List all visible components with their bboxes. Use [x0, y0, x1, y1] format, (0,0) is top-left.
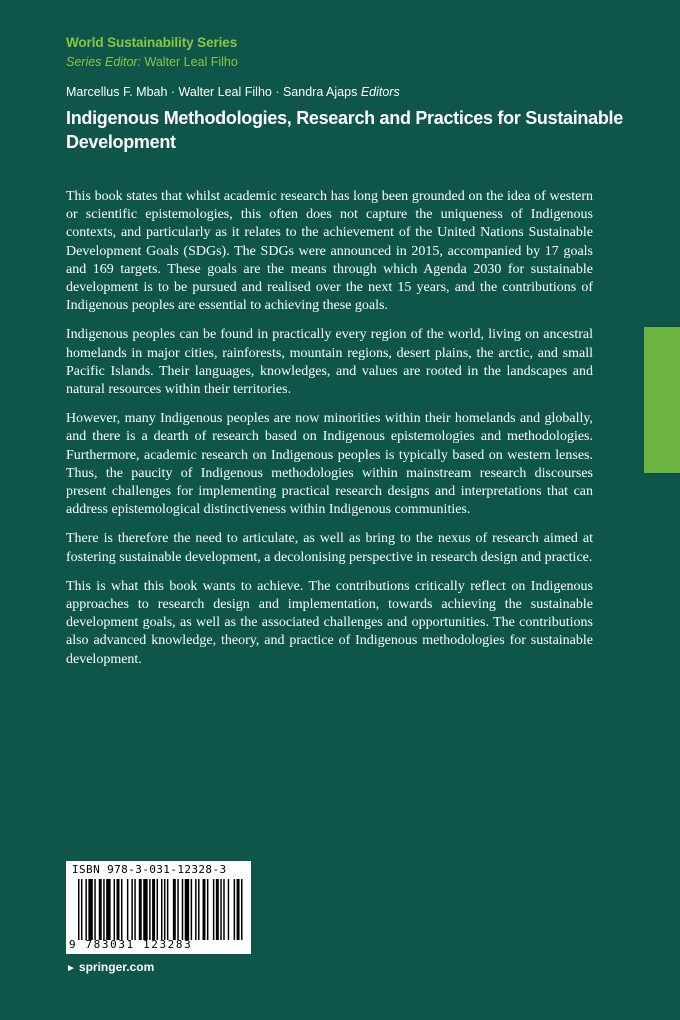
side-color-tab [644, 327, 680, 473]
blurb-paragraph-1: This book states that whilst academic research has long been grounded on the idea of western or scientific epistemologies, this often does not capture the uniqueness of Indigenous contexts, and particularly as it relates to the achievement of the United Nations Sustainable Development Goals (SDGs). The SDGs were announced in 2015, accompanied by 17 goals and 169 targets. These goals are the means through which Agenda 2030 for sustainable development is to be pursued and realised over the next 15 years, and the contributions of Indigenous peoples are essential to achieving these goals. [66, 189, 593, 314]
barcode-bar [114, 879, 115, 940]
barcode-bar [177, 879, 178, 940]
editors-role: Editors [360, 85, 400, 99]
barcode-bar [241, 879, 242, 940]
barcode-bar [173, 879, 176, 940]
barcode-bar [94, 879, 95, 940]
barcode-bar [195, 879, 196, 940]
barcode-bar [149, 879, 150, 940]
barcode-bar [228, 879, 229, 940]
publisher-url: springer.com [78, 960, 155, 974]
barcode-bar [143, 879, 147, 940]
isbn-label: ISBN 978-3-031-12328-3 [72, 863, 227, 876]
series-editor-line [66, 55, 238, 69]
barcode-bar [182, 879, 183, 940]
barcode-bar [220, 879, 221, 940]
barcode-digits: 9 783031 123283 [69, 938, 193, 951]
barcode-bar [191, 879, 192, 940]
barcode-bar [207, 879, 208, 940]
barcode-bar [185, 879, 189, 940]
barcode-bar [103, 879, 104, 940]
barcode-bar [203, 879, 206, 940]
blurb-paragraph-2: Indigenous peoples can be found in practically every region of the world, living on ancestral homelands in major cities, rainforests, mountain regions, desert plains, the arctic, and small Pacific Islands. Their languages, knowledges, and values are rooted in the landscapes and natural resources within their territories. [66, 327, 593, 398]
barcode-bar [164, 879, 165, 940]
barcode-bar [134, 879, 135, 940]
book-title: Indigenous Methodologies, Research and Practices for Sustainable Development [66, 108, 623, 152]
publisher-link[interactable] [66, 960, 154, 974]
barcode-bar [234, 879, 235, 940]
barcode-bar [127, 879, 128, 940]
barcode-bar [223, 879, 224, 940]
isbn-barcode [66, 861, 251, 954]
book-editors [66, 85, 400, 99]
barcode-bar [139, 879, 142, 940]
editor-names: Marcellus F. Mbah · Walter Leal Filho · Sandra Ajaps [66, 85, 358, 99]
series-editor-label: Series Editor: [66, 55, 142, 69]
barcode-bar [237, 879, 240, 940]
barcode-bar [198, 879, 199, 940]
barcode-bar [78, 879, 79, 940]
barcode-bar [213, 879, 214, 940]
barcode-bar [216, 879, 219, 940]
barcode-bar [131, 879, 132, 940]
blurb [66, 188, 593, 680]
barcode-bar [161, 879, 162, 940]
barcode-bar [157, 879, 158, 940]
blurb-paragraph-4: There is therefore the need to articulate, as well as bring to the nexus of research aimed at fostering sustainable development, a decolonising perspective in research design and practice. [66, 531, 593, 565]
barcode-bar [99, 879, 102, 940]
barcode-bar [152, 879, 155, 940]
barcode-bar [121, 879, 122, 940]
barcode-bar [117, 879, 120, 940]
barcode-bar [106, 879, 110, 940]
barcode-bar [88, 879, 92, 940]
barcode-bar [167, 879, 168, 940]
arrow-right-icon: ► [66, 963, 76, 974]
blurb-paragraph-3: However, many Indigenous peoples are now minorities within their homelands and globally, and there is a dearth of research based on Indigenous epistemologies and methodologies. Furthermore, academic research on Indigenous peoples is typically based on western lenses. Thus, the paucity of Indigenous methodologies within mainstream research discourses present challenges for implementing practical research designs and interpretations that can address epistemological distinctiveness within Indigenous communities. [66, 411, 593, 518]
barcode-bar [81, 879, 82, 940]
barcode-bar [85, 879, 86, 940]
series-editor-name: Walter Leal Filho [144, 55, 238, 69]
blurb-paragraph-5: This is what this book wants to achieve. The contributions critically reflect on Indigenous approaches to research design and implementation, towards achieving the sustainable development goals, as well as the associated challenges and opportunities. The contributions also advanced knowledge, theory, and practice of Indigenous methodologies for sustainable development. [66, 578, 593, 667]
barcode-bars [78, 879, 244, 940]
series-title: World Sustainability Series [66, 35, 238, 50]
